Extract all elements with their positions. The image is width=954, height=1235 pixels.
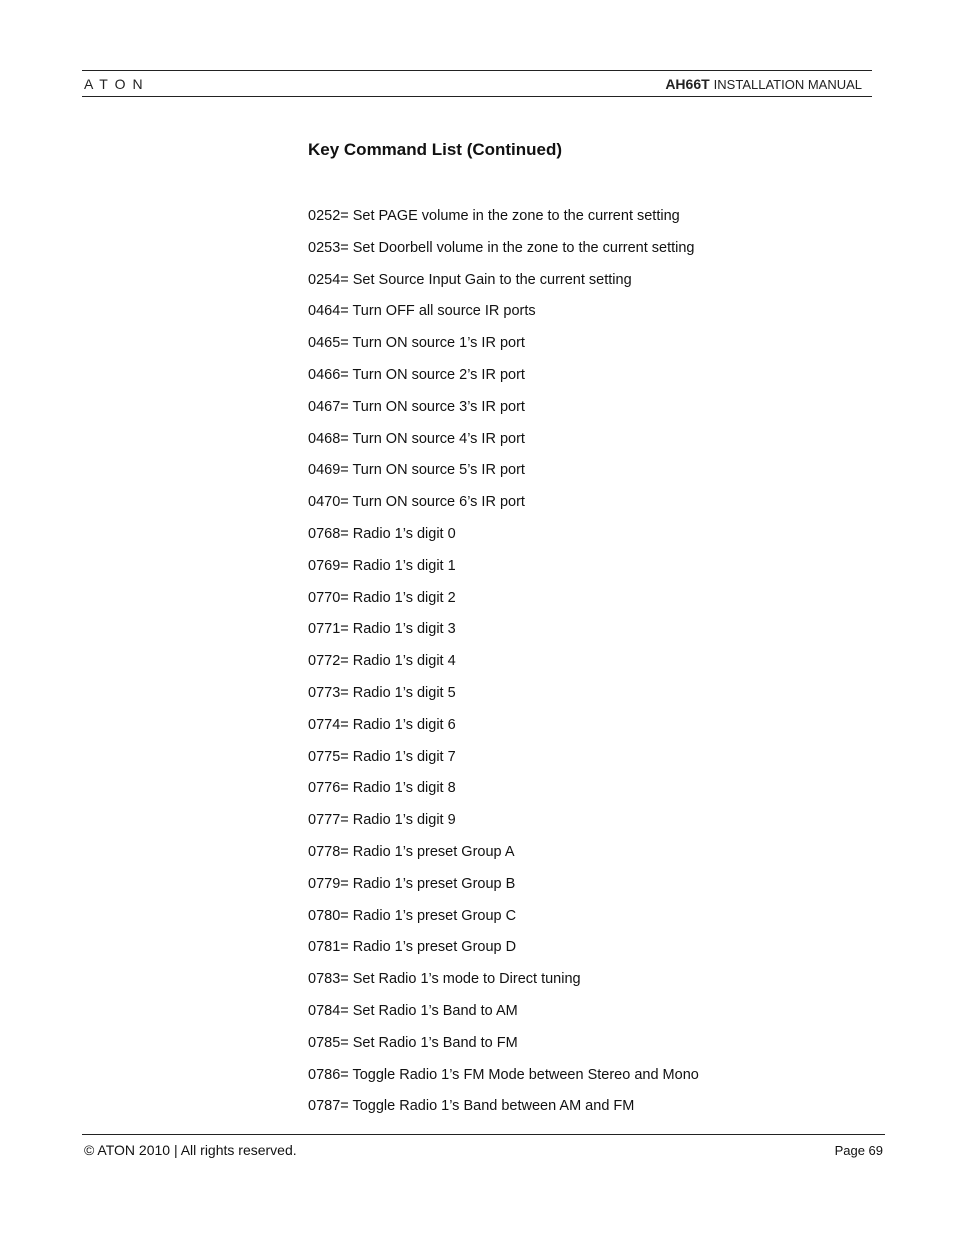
command-item: 0775= Radio 1’s digit 7 <box>308 748 456 765</box>
command-item: 0769= Radio 1’s digit 1 <box>308 557 456 574</box>
command-item: 0252= Set PAGE volume in the zone to the current setting <box>308 208 680 224</box>
command-item: 0774= Radio 1’s digit 6 <box>308 716 456 733</box>
command-item: 0254= Set Source Input Gain to the current setting <box>308 271 632 288</box>
command-item: 0783= Set Radio 1’s mode to Direct tuning <box>308 971 581 988</box>
command-item: 0466= Turn ON source 2’s IR port <box>308 366 525 383</box>
command-list <box>308 205 699 1127</box>
model-name: AH66T <box>665 76 710 92</box>
command-item: 0464= Turn OFF all source IR ports <box>308 303 536 320</box>
command-item: 0786= Toggle Radio 1’s FM Mode between Stereo and Mono <box>308 1066 699 1083</box>
manual-name: INSTALLATION MANUAL <box>713 77 862 92</box>
page-header <box>82 70 872 97</box>
copyright-notice: © ATON 2010 | All rights reserved. <box>84 1142 297 1158</box>
command-item: 0770= Radio 1’s digit 2 <box>308 589 456 606</box>
command-item: 0780= Radio 1’s preset Group C <box>308 907 517 924</box>
command-item: 0777= Radio 1’s digit 9 <box>308 812 456 829</box>
command-item: 0768= Radio 1’s digit 0 <box>308 525 456 542</box>
command-item: 0779= Radio 1’s preset Group B <box>308 875 516 892</box>
section-title: Key Command List (Continued) <box>308 140 563 159</box>
command-item: 0776= Radio 1’s digit 8 <box>308 780 456 797</box>
command-item: 0771= Radio 1’s digit 3 <box>308 621 456 638</box>
command-item: 0468= Turn ON source 4’s IR port <box>308 430 525 447</box>
page-number: Page 69 <box>834 1143 883 1158</box>
command-item: 0465= Turn ON source 1’s IR port <box>308 335 525 352</box>
manual-title <box>665 76 862 92</box>
command-item: 0778= Radio 1’s preset Group A <box>308 843 515 860</box>
command-item: 0785= Set Radio 1’s Band to FM <box>308 1034 518 1051</box>
brand-name: ATON <box>84 76 150 92</box>
command-item: 0784= Set Radio 1’s Band to AM <box>308 1002 518 1019</box>
command-item: 0253= Set Doorbell volume in the zone to the current setting <box>308 239 695 256</box>
command-item: 0773= Radio 1’s digit 5 <box>308 684 456 701</box>
command-item: 0469= Turn ON source 5’s IR port <box>308 462 525 479</box>
command-item: 0467= Turn ON source 3’s IR port <box>308 398 525 415</box>
command-item: 0470= Turn ON source 6’s IR port <box>308 494 525 511</box>
command-item: 0787= Toggle Radio 1’s Band between AM and FM <box>308 1098 635 1115</box>
command-item: 0781= Radio 1’s preset Group D <box>308 939 517 956</box>
page-footer <box>82 1134 885 1165</box>
command-item: 0772= Radio 1’s digit 4 <box>308 653 456 670</box>
